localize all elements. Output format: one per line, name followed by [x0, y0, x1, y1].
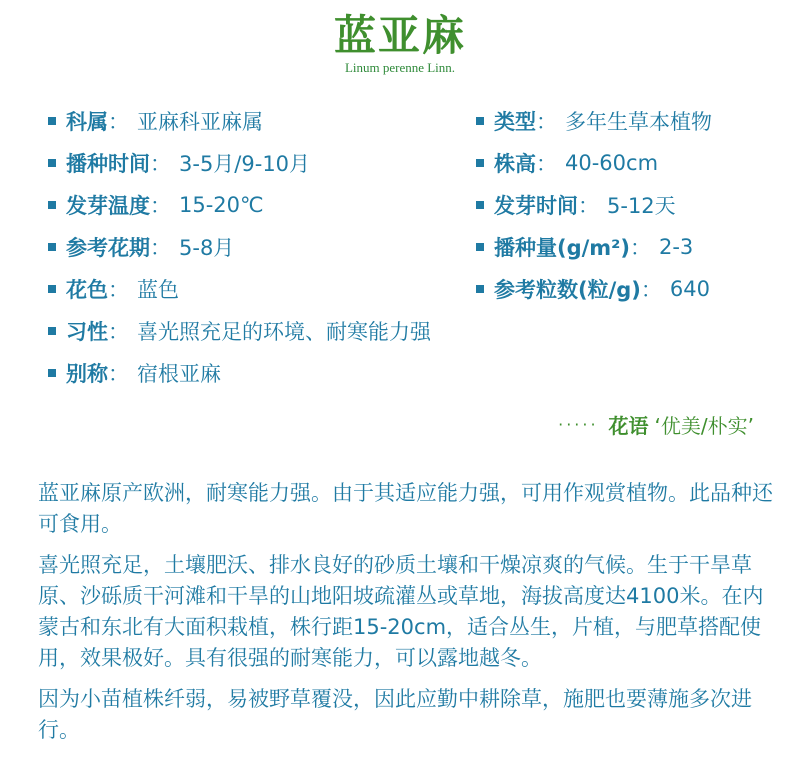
info-list [48, 100, 788, 394]
field-label: 科属 [66, 110, 108, 134]
flower-language-label: 花语 [608, 414, 649, 438]
field-height [476, 142, 658, 184]
dotted-leader-icon: ····· [558, 415, 599, 434]
field-value: 5-12天 [607, 194, 676, 218]
field-value: 15-20℃ [179, 193, 264, 217]
info-row [48, 100, 788, 142]
field-sowing-amount [476, 226, 693, 268]
flower-language-value: ‘优美/朴实’ [654, 414, 754, 438]
field-label: 习性 [66, 320, 108, 344]
field-value: 多年生草本植物 [565, 110, 712, 134]
info-row [48, 184, 788, 226]
field-value: 640 [669, 277, 710, 301]
info-row [48, 310, 788, 352]
field-separator: ： [578, 194, 599, 218]
page-title: 蓝亚麻 [333, 11, 466, 60]
square-bullet-icon [476, 201, 484, 209]
field-habit [48, 310, 431, 352]
field-label: 参考粒数(粒/g) [494, 278, 641, 302]
field-separator: ： [640, 278, 662, 302]
square-bullet-icon [48, 201, 56, 209]
square-bullet-icon [476, 117, 484, 125]
field-flower-color [48, 268, 179, 310]
field-label: 参考花期 [66, 236, 150, 260]
field-label: 花色 [66, 278, 108, 302]
info-row [48, 352, 788, 394]
field-flower-period [48, 226, 234, 268]
square-bullet-icon [48, 285, 56, 293]
field-label: 发芽时间 [494, 194, 578, 218]
field-value: 喜光照充足的环境、耐寒能力强 [137, 320, 431, 344]
square-bullet-icon [476, 159, 484, 167]
field-alias [48, 352, 221, 394]
field-separator: ： [629, 236, 651, 260]
square-bullet-icon [48, 369, 56, 377]
field-value: 亚麻科亚麻属 [137, 110, 263, 134]
square-bullet-icon [48, 243, 56, 251]
field-label: 播种时间 [66, 152, 150, 176]
field-value: 40-60cm [565, 151, 659, 175]
header [0, 0, 800, 76]
info-row [48, 142, 788, 184]
field-type [476, 100, 712, 142]
flower-language [558, 410, 754, 439]
field-label: 类型 [494, 110, 536, 134]
field-germ-temp [48, 184, 264, 226]
field-separator: ： [150, 194, 171, 218]
description-paragraph: 蓝亚麻原产欧洲，耐寒能力强。由于其适应能力强，可用作观赏植物。此品种还可食用。 [38, 481, 773, 536]
field-label: 发芽温度 [66, 194, 150, 218]
field-separator: ： [108, 110, 129, 134]
info-row [48, 268, 788, 310]
field-separator: ： [536, 152, 557, 176]
field-separator: ： [108, 320, 129, 344]
field-separator: ： [108, 362, 129, 386]
field-separator: ： [536, 110, 557, 134]
field-label: 别称 [66, 362, 108, 386]
field-separator: ： [150, 236, 171, 260]
latin-name: Linum perenne Linn. [344, 60, 456, 75]
square-bullet-icon [476, 243, 484, 251]
field-seed-count [476, 268, 710, 310]
field-germ-time [476, 184, 676, 226]
square-bullet-icon [48, 327, 56, 335]
field-value: 5-8月 [179, 236, 235, 260]
description [38, 478, 773, 756]
field-label: 播种量(g/m²) [494, 236, 630, 260]
field-value: 3-5月/9-10月 [179, 152, 311, 176]
field-value: 宿根亚麻 [137, 362, 221, 386]
description-paragraph: 喜光照充足，土壤肥沃、排水良好的砂质土壤和干燥凉爽的气候。生于干旱草原、沙砾质干河滩和干旱的山地阳坡疏灌丛或草地，海拔高度达4100米。在内蒙古和东北有大面积栽植，株行距15-20cm，适合丛生，片植，与肥草搭配使用，效果极好。具有很强的耐寒能力，可以露地越冬。 [38, 553, 764, 670]
square-bullet-icon [48, 159, 56, 167]
field-separator: ： [108, 278, 129, 302]
field-family [48, 100, 263, 142]
field-separator: ： [150, 152, 171, 176]
field-value: 2-3 [658, 235, 694, 259]
description-paragraph: 因为小苗植株纤弱，易被野草覆没，因此应勤中耕除草，施肥也要薄施多次进行。 [38, 687, 752, 742]
square-bullet-icon [476, 285, 484, 293]
square-bullet-icon [48, 117, 56, 125]
info-row [48, 226, 788, 268]
field-label: 株高 [494, 152, 536, 176]
field-sowing-time [48, 142, 310, 184]
field-value: 蓝色 [137, 278, 179, 302]
